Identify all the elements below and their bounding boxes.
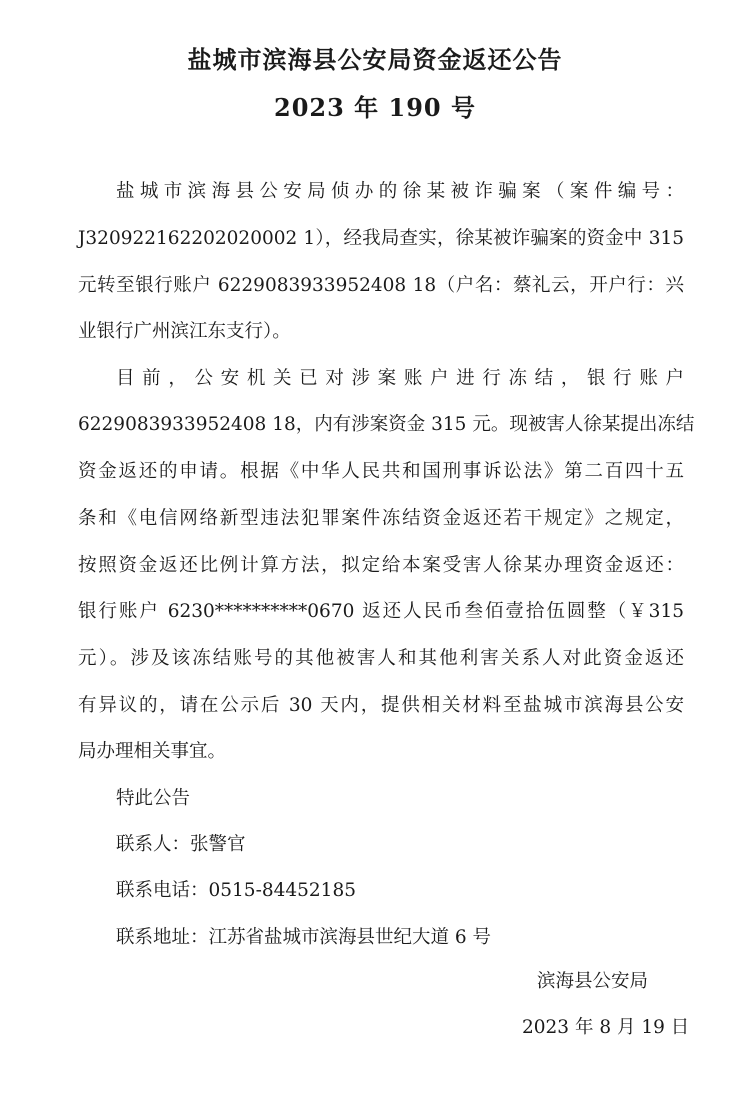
paragraph-1-line-1: 盐城市滨海县公安局侦办的徐某被诈骗案（案件编号： xyxy=(116,181,684,202)
contact-phone: 联系电话：0515-84452185 xyxy=(116,880,356,901)
contact-person: 联系人：张警官 xyxy=(116,834,246,855)
issuer-name: 滨海县公安局 xyxy=(537,971,649,992)
paragraph-1-line-2: J320922162202020002 1），经我局查实，徐某被诈骗案的资金中 315 xyxy=(78,228,684,249)
paragraph-2-line-8: 有异议的，请在公示后 30 天内，提供相关材料至盐城市滨海县公安 xyxy=(78,695,684,716)
paragraph-2-line-7: 元）。涉及该冻结账号的其他被害人和其他利害关系人对此资金返还 xyxy=(78,648,684,669)
notice-title: 盐城市滨海县公安局资金返还公告 xyxy=(187,45,563,74)
contact-address: 联系地址：江苏省盐城市滨海县世纪大道 6 号 xyxy=(116,927,492,948)
paragraph-1-line-3: 元转至银行账户 6229083933952408 18（户名：蔡礼云，开户行：兴 xyxy=(78,275,684,296)
paragraph-1-line-4: 业银行广州滨江东支行）。 xyxy=(78,321,291,342)
paragraph-2-line-5: 按照资金返还比例计算方法，拟定给本案受害人徐某办理资金返还： xyxy=(78,555,684,576)
issue-date: 2023 年 8 月 19 日 xyxy=(522,1017,690,1038)
paragraph-2-line-1: 目前，公安机关已对涉案账户进行冻结，银行账户 xyxy=(116,368,684,389)
paragraph-2-line-3: 资金返还的申请。根据《中华人民共和国刑事诉讼法》第二百四十五 xyxy=(78,461,684,482)
notice-number: 2023 年 190 号 xyxy=(274,93,476,122)
paragraph-2-line-9: 局办理相关事宜。 xyxy=(78,741,227,762)
paragraph-2-line-2: 6229083933952408 18，内有涉案资金 315 元。现被害人徐某提出冻结 xyxy=(78,414,695,435)
closing-text: 特此公告 xyxy=(116,788,191,809)
paragraph-2-line-4: 条和《电信网络新型违法犯罪案件冻结资金返还若干规定》之规定， xyxy=(78,508,684,529)
paragraph-2-line-6: 银行账户 6230**********0670 返还人民币叁佰壹拾伍圆整（￥315 xyxy=(78,601,684,622)
